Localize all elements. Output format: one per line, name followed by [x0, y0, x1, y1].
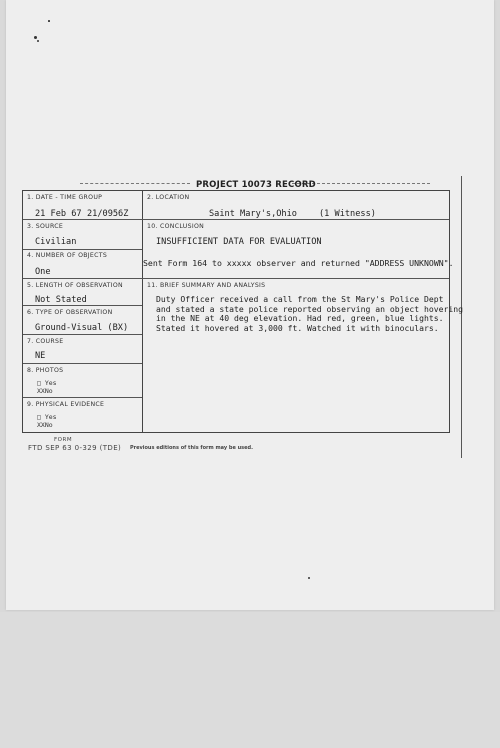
summary-line: and stated a state police reported observing an object hovering: [156, 303, 463, 314]
conclusion-value: INSUFFICIENT DATA FOR EVALUATION: [156, 237, 322, 247]
conclusion-label: 10. CONCLUSION: [147, 223, 205, 230]
course-label: 7. COURSE: [27, 338, 64, 345]
lower-background: [0, 612, 500, 748]
record-title: PROJECT 10073 RECORD: [196, 180, 316, 190]
number-of-objects-label: 4. NUMBER OF OBJECTS: [27, 252, 108, 259]
footer-form-word: FORM: [54, 437, 73, 443]
number-of-objects-value: One: [35, 267, 51, 277]
row-divider: [23, 334, 142, 335]
speck-mark: [48, 20, 50, 22]
physical-evidence-label: 9. PHYSICAL EVIDENCE: [27, 401, 105, 408]
column-divider: [142, 191, 143, 432]
location-label: 2. LOCATION: [147, 194, 190, 201]
source-label: 3. SOURCE: [27, 223, 64, 230]
witness-value: (1 Witness): [319, 209, 376, 219]
page-edge-rule: [461, 176, 462, 458]
summary-label: 11. BRIEF SUMMARY AND ANALYSIS: [147, 282, 266, 289]
length-of-observation-label: 5. LENGTH OF OBSERVATION: [27, 282, 123, 289]
summary-line: Stated it hovered at 3,000 ft. Watched it with binoculars.: [156, 322, 439, 333]
row-divider: [23, 278, 449, 279]
physical-evidence-no-checkbox: XXNo: [37, 421, 53, 429]
footer-form-code: FTD SEP 63 0-329 (TDE): [28, 444, 122, 452]
date-time-label: 1. DATE - TIME GROUP: [27, 194, 103, 201]
location-value: Saint Mary's,Ohio: [209, 209, 297, 219]
type-of-observation-label: 6. TYPE OF OBSERVATION: [27, 309, 113, 316]
footer-note: Previous editions of this form may be used.: [130, 445, 254, 451]
photos-label: 8. PHOTOS: [27, 367, 64, 374]
type-of-observation-value: Ground-Visual (BX): [35, 323, 129, 333]
course-value: NE: [35, 351, 46, 361]
source-value: Civilian: [35, 237, 77, 247]
conclusion-note: Sent Form 164 to xxxxx observer and returned "ADDRESS UNKNOWN".: [143, 258, 454, 268]
photos-no-checkbox: XXNo: [37, 387, 53, 395]
speck-mark: [37, 40, 39, 42]
title-dash-left: [80, 183, 190, 184]
date-value: 21 Feb 67: [35, 209, 82, 219]
speck-mark: [34, 36, 37, 39]
record-form: [22, 190, 463, 433]
summary-text: [156, 294, 463, 333]
row-divider: [23, 305, 142, 306]
physical-evidence-yes-checkbox: □ Yes: [37, 413, 57, 421]
summary-line: in the NE at 40 deg elevation. Had red, green, blue lights.: [156, 313, 444, 324]
length-of-observation-value: Not Stated: [35, 295, 87, 305]
summary-line: Duty Officer received a call from the St Mary's Police Dept: [156, 294, 444, 304]
row-divider: [23, 219, 449, 220]
row-divider: [23, 363, 142, 364]
photos-yes-checkbox: □ Yes: [37, 379, 57, 387]
row-divider: [23, 397, 142, 398]
row-divider: [23, 249, 142, 250]
time-value: 21/0956Z: [87, 209, 129, 219]
speck-mark: [308, 577, 310, 579]
